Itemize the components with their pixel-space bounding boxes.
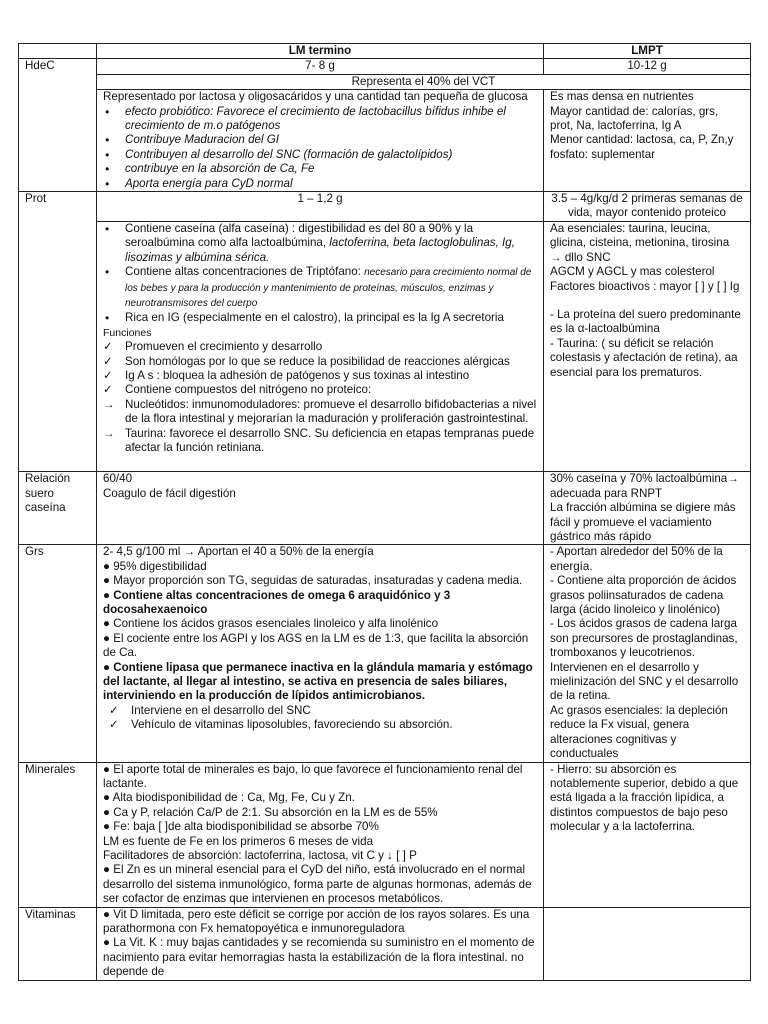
minerales-lm xyxy=(97,762,544,907)
funciones-list xyxy=(103,340,537,455)
text-line: Menor cantidad: lactosa, ca, P, Zn,y fosfato: suplementar xyxy=(550,133,734,161)
grs-lm xyxy=(97,545,544,762)
text-line: ● El cociente entre los AGPI y los AGS en la LM es de 1:3, que facilita la absorción de Ca. xyxy=(103,631,529,660)
list-item: • contribuye en la absorción de Ca, Fe xyxy=(103,162,537,176)
text-line: ● Contiene altas concentraciones de omega 6 araquidónico y 3 docosahexaenoico xyxy=(103,588,451,617)
text-line: LM es fuente de Fe en los primeros 6 meses de vida xyxy=(103,834,374,848)
list-item: • efecto probiótico: Favorece el crecimiento de lactobacillus bífidus inhibe el crecimiento de m.o patógenos xyxy=(103,105,537,134)
list-item: → Nucleótidos: inmunomoduladores: promueve el desarrollo bifidobacterias a nivel de la flora intestinal y mejorarían la maduración y proliferación gastrointestinal. xyxy=(103,398,537,427)
hdec-detail-row xyxy=(19,90,751,192)
hdec-label: HdeC xyxy=(19,59,97,192)
prot-detail-row xyxy=(19,221,751,472)
prot-lm-detail xyxy=(97,221,544,472)
minerales-lmpt: - Hierro: su absorción es notablemente superior, debido a que está ligada a la fracción lipídica, a distintos compuestos de bajo peso molecular y a la lactoferrina. xyxy=(544,762,751,907)
list-item: • Contribuye Maduracion del GI xyxy=(103,133,537,147)
comparison-table xyxy=(18,43,751,981)
text-line: ● 95% digestibilidad xyxy=(103,559,207,573)
relacion-row xyxy=(19,472,751,545)
text-line: Es mas densa en nutrientes xyxy=(550,90,694,104)
text-line: ● La Vit. K : muy bajas cantidades y se recomienda su suministro en el momento de nacimiento para evitar hemorragias hasta la estabilización de la flora intestinal. no depende de xyxy=(103,936,535,979)
text-line: Facilitadores de absorción: lactoferrina, lactosa, vit C y ↓ [ ] P xyxy=(103,848,417,862)
list-item: • Aporta energía para CyD normal xyxy=(103,177,537,191)
relacion-lm xyxy=(97,472,544,545)
prot-lm-list xyxy=(103,222,537,326)
prot-lm-amount: 1 – 1,2 g xyxy=(97,192,544,222)
grs-lmpt xyxy=(544,545,751,762)
hdec-lm-list xyxy=(103,105,537,191)
text-line: 30% caseína y 70% lactoalbúmina→ adecuada para RNPT xyxy=(550,472,739,500)
text-line: ● Ca y P, relación Ca/P de 2:1. Su absorción en la LM es de 55% xyxy=(103,805,438,819)
text-line: ● Alta biodisponibilidad de : Ca, Mg, Fe, Cu y Zn. xyxy=(103,791,355,805)
vitaminas-row xyxy=(19,907,751,980)
text-line: ● Fe: baja [ ]de alta biodisponibilidad se absorbe 70% xyxy=(103,820,379,834)
text-line: - Taurina: ( su déficit se relación colestasis y afectación de retina), aa esencial para los prematuros. xyxy=(550,336,738,379)
hdec-lmpt-detail xyxy=(544,90,751,192)
relacion-lmpt xyxy=(544,472,751,545)
text-line: La fracción albúmina se digiere más fácil y promueve el vaciamiento gástrico más rápido xyxy=(550,501,736,543)
list-item: • Contiene altas concentraciones de Triptófano: necesario para crecimiento normal de los bebes y para la producción y mantenimiento de proteínas, músculos, enzimas y neurotransmisores del cuerpo xyxy=(103,265,537,311)
text-line: ● El aporte total de minerales es bajo, lo que favorece el funcionamiento renal del lactante. xyxy=(103,762,523,790)
minerales-row xyxy=(19,762,751,907)
hdec-lmpt-amount: 10-12 g xyxy=(544,59,751,74)
list-item: • Contiene caseína (alfa caseína) : digestibilidad es del 80 a 90% y la seroalbúmina como alfa lactoalbúmina, lactoferrina, beta lactoglobulinas, Ig, lisozimas y albúmina sérica. xyxy=(103,222,537,265)
text-line: ● Contiene lipasa que permanece inactiva en la glándula mamaria y estómago del lactante, al llegar al intestino, se activa en presencia de sales biliares, interviniendo en la producción de lípidos antimicrobianos. xyxy=(103,660,533,703)
text-line: AGCM y AGCL y mas colesterol xyxy=(550,265,715,279)
header-lmpt: LMPT xyxy=(544,44,751,59)
minerales-label: Minerales xyxy=(19,762,97,907)
header-row xyxy=(19,44,751,59)
hdec-amount-row xyxy=(19,59,751,74)
prot-amount-row xyxy=(19,192,751,222)
text-line: ● Mayor proporción son TG, seguidas de saturadas, insaturadas y cadena media. xyxy=(103,574,523,588)
text-line: ● Vit D limitada, pero este déficit se corrige por acción de los rayos solares. Es una parathormona con Fx hematopoyética e inmunoreguladora xyxy=(103,907,530,935)
list-item: ✓ Son homólogas por lo que se reduce la posibilidad de reacciones alérgicas xyxy=(103,355,537,369)
list-item: ✓ Contiene compuestos del nitrógeno no proteico: xyxy=(103,383,537,397)
text-line: → dllo SNC xyxy=(550,250,611,264)
text-line: 2- 4,5 g/100 ml → Aportan el 40 a 50% de la energía xyxy=(103,545,374,559)
funciones-label: Funciones xyxy=(103,326,152,339)
prot-label: Prot xyxy=(19,192,97,472)
hdec-lm-intro: Representado por lactosa y oligosacáridos y una cantidad tan pequeña de glucosa xyxy=(103,90,528,104)
grs-ticks xyxy=(103,704,537,733)
text-line: Ac grasos esenciales: la depleción reduce la Fx visual, genera alteraciones cognitivas y conductuales xyxy=(550,703,728,761)
text-line: 60/40 xyxy=(103,472,133,486)
text-line: Mayor cantidad de: calorías, grs, prot, Na, lactoferrina, Ig A xyxy=(550,104,719,133)
list-item: ✓ Vehículo de vitaminas liposolubles, favoreciendo su absorción. xyxy=(109,718,537,732)
text-line: Aa esenciales: taurina, leucina, glicina, cisteina, metionina, tirosina xyxy=(550,221,730,250)
list-item: → Taurina: favorece el desarrollo SNC. Su deficiencia en etapas tempranas puede afectar la función retiniana. xyxy=(103,427,537,456)
relacion-label: Relación suero caseína xyxy=(19,472,97,545)
list-item: • Rica en IG (especialmente en el calostro), la principal es la Ig A secretoria xyxy=(103,311,537,325)
list-item: ✓ Interviene en el desarrollo del SNC xyxy=(109,704,537,718)
text-line: Factores bioactivos : mayor [ ] y [ ] Ig xyxy=(550,279,740,293)
list-item: ✓ Ig A s : bloquea la adhesión de patógenos y sus toxinas al intestino xyxy=(103,369,537,383)
text-line: - La proteína del suero predominante es la α-lactoalbúmina xyxy=(550,307,741,336)
text-line: Coagulo de fácil digestión xyxy=(103,486,236,500)
hdec-lm-amount: 7- 8 g xyxy=(97,59,544,74)
prot-lmpt-amount: 3.5 – 4g/kg/d 2 primeras semanas de vida, mayor contenido proteico xyxy=(544,192,751,222)
vitaminas-lm xyxy=(97,907,544,980)
header-lm: LM termino xyxy=(97,44,544,59)
document-page xyxy=(18,43,750,981)
list-item: ✓ Promueven el crecimiento y desarrollo xyxy=(103,340,537,354)
list-item: • Contribuyen al desarrollo del SNC (formación de galactolípidos) xyxy=(103,148,537,162)
text-line: ● Contiene los ácidos grasos esenciales linoleico y alfa linolénico xyxy=(103,617,439,631)
vitaminas-label: Vitaminas xyxy=(19,907,97,980)
grs-row xyxy=(19,545,751,762)
hdec-lm-detail xyxy=(97,90,544,192)
text-line: - Contiene alta proporción de ácidos grasos poliinsaturados de cadena larga (ácido linoleico y linolénico) xyxy=(550,574,737,617)
hdec-vct: Representa el 40% del VCT xyxy=(97,74,751,89)
grs-label: Grs xyxy=(19,545,97,762)
text-line: - Los ácidos grasos de cadena larga son precursores de prostaglandinas, tromboxanos y leucotrienos. Intervienen en el desarrollo y mielinización del SNC y el desarrollo de la retina. xyxy=(550,617,739,703)
text-line: ● El Zn es un mineral esencial para el CyD del niño, está involucrado en el normal desarrollo del sistema inmunológico, forma parte de algunas hormonas, además de ser cofactor de enzimas que intervienen en procesos metabólicos. xyxy=(103,863,532,906)
vitaminas-lmpt xyxy=(544,907,751,980)
hdec-vct-row xyxy=(19,74,751,89)
prot-lmpt-detail xyxy=(544,221,751,472)
text-line: - Aportan alrededor del 50% de la energía. xyxy=(550,545,723,573)
